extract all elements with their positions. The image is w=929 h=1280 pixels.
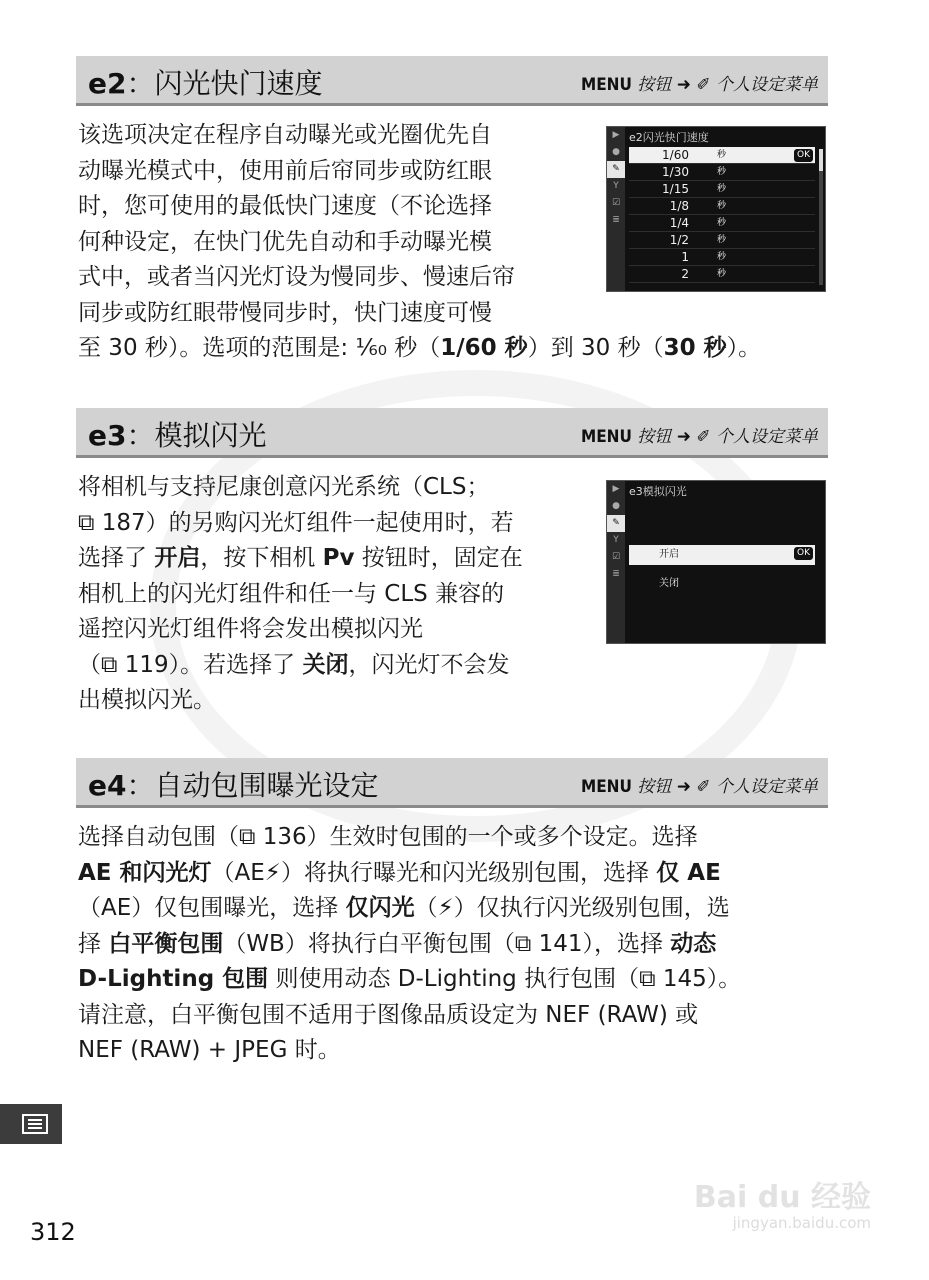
- menu-word: MENU: [580, 427, 632, 447]
- section-header-e2: [76, 56, 828, 106]
- custom-settings-tab: [0, 1104, 62, 1144]
- ok-icon: OK: [794, 149, 813, 162]
- option-off: 关闭: [302, 651, 349, 678]
- option-unit: 秒: [717, 252, 727, 262]
- camera-option: [629, 266, 815, 283]
- option-unit: 秒: [717, 201, 727, 211]
- text-line: NEF (RAW) + JPEG 时。: [78, 1037, 341, 1063]
- text-line: 式中，或者当闪光灯设为慢同步、慢速后帘: [78, 264, 515, 290]
- text-line: 动曝光模式中，使用前后帘同步或防红眼: [78, 157, 492, 184]
- option-value: 1/15: [662, 182, 689, 196]
- text-line: 同步或防红眼带慢同步时，快门速度可慢: [78, 299, 492, 326]
- text-span: 选择了: [78, 545, 155, 571]
- option-default: 1/60 秒: [440, 335, 528, 361]
- text-line: 遥控闪光灯组件将会发出模拟闪光: [78, 616, 423, 642]
- section-title-text: 闪光快门速度: [154, 67, 323, 100]
- section-title: e3：模拟闪光: [88, 419, 267, 452]
- menu-word: MENU: [580, 75, 632, 95]
- option-ae-only: 仅 AE: [656, 859, 721, 886]
- text-line: 何种设定，在快门优先自动和手动曝光模: [78, 228, 492, 255]
- section-code: e2: [88, 67, 127, 100]
- recent-icon: ≣: [612, 215, 620, 225]
- text-span: ，按下相机: [200, 545, 323, 571]
- text-line: [78, 891, 838, 927]
- menu-word: MENU: [580, 777, 632, 797]
- pv-button-name: Pv: [322, 545, 355, 571]
- option-value: 1: [681, 250, 689, 264]
- ok-icon: OK: [794, 547, 813, 560]
- text-line: 将相机与支持尼康创意闪光系统（CLS；: [78, 474, 490, 500]
- text-line: 出模拟闪光。: [78, 687, 216, 713]
- option-wb-bracketing: 白平衡包围: [108, 930, 224, 957]
- text-line: 该选项决定在程序自动曝光或光圈优先自: [78, 122, 492, 148]
- recent-icon: ≣: [612, 569, 620, 579]
- option-max: 30 秒: [663, 335, 727, 361]
- camera-screen-title: e3模拟闪光: [629, 485, 687, 498]
- menu-path: [581, 70, 818, 95]
- option-ae-flash: AE 和闪光灯: [78, 859, 212, 886]
- menu-path: [581, 422, 818, 447]
- camera-option: [629, 181, 815, 198]
- camera-option: [629, 215, 815, 232]
- option-on: 开启: [154, 545, 201, 571]
- camera-option: [629, 198, 815, 215]
- text-span: 至 30 秒）。选项的范围是: ¹⁄₆₀ 秒（: [78, 335, 441, 361]
- option-value: 1/4: [669, 216, 689, 230]
- baidu-watermark-logo: Bai du 经验: [693, 1180, 871, 1215]
- pencil-icon: ✎: [607, 161, 625, 178]
- camera-screen-title: e2闪光快门速度: [629, 131, 709, 144]
- camera-options-list: [629, 545, 815, 609]
- section-e2-last-line: [78, 331, 858, 367]
- text-line: 时，您可使用的最低快门速度（不论选择: [78, 193, 492, 219]
- menu-path-text: 按钮 ➜ ✐ 个人设定菜单: [637, 75, 818, 95]
- text-span: ，闪光灯不会发: [348, 651, 510, 678]
- retouch-icon: ☑: [611, 198, 621, 208]
- section-code: e4: [88, 769, 127, 802]
- menu-path-text: 按钮 ➜ ✐ 个人设定菜单: [637, 777, 818, 797]
- wrench-icon: Y: [613, 181, 619, 191]
- text-span: ）到 30 秒（: [527, 335, 664, 361]
- text-line: ⧉ 187）的另购闪光灯组件一起使用时，若: [78, 509, 514, 536]
- camera-menu-sidebar: [607, 481, 625, 643]
- section-e4-paragraph: [78, 820, 838, 1069]
- section-e3-paragraph: [78, 470, 598, 719]
- section-title-text: 自动包围曝光设定: [154, 769, 379, 802]
- text-span: （AE）仅包围曝光，选择: [78, 895, 346, 921]
- option-value: 1/30: [662, 165, 689, 179]
- page-number: 312: [30, 1218, 76, 1246]
- text-span: （WB）将执行白平衡包围（⧉ 141），选择: [223, 930, 671, 957]
- text-line: [78, 927, 838, 963]
- option-value: 2: [681, 267, 689, 281]
- menu-list-icon: [22, 1114, 48, 1134]
- playback-icon: ▶: [612, 484, 620, 494]
- option-label: 关闭: [659, 578, 679, 589]
- playback-icon: ▶: [612, 130, 620, 140]
- shooting-icon: ●: [612, 147, 620, 157]
- section-title: e4：自动包围曝光设定: [88, 769, 379, 802]
- option-unit: 秒: [717, 218, 727, 228]
- text-line: 相机上的闪光灯组件和任一与 CLS 兼容的: [78, 580, 505, 607]
- baidu-watermark-url: jingyan.baidu.com: [732, 1214, 871, 1232]
- option-adl-prefix: 动态: [670, 930, 717, 957]
- section-e2-paragraph: [78, 118, 598, 331]
- camera-option: [629, 249, 815, 266]
- camera-screen-e2: [606, 126, 826, 292]
- option-unit: 秒: [717, 167, 727, 177]
- text-span: 择: [78, 930, 109, 957]
- camera-screen-e3: [606, 480, 826, 644]
- text-span: （AE⚡）将执行曝光和闪光级别包围，选择: [211, 859, 657, 886]
- option-unit: 秒: [717, 184, 727, 194]
- option-value: 1/8: [669, 199, 689, 213]
- camera-option: [629, 573, 815, 609]
- wrench-icon: Y: [613, 535, 619, 545]
- text-line: [78, 648, 598, 684]
- option-flash-only: 仅闪光: [345, 895, 415, 921]
- option-unit: 秒: [717, 150, 727, 160]
- section-title: e2：闪光快门速度: [88, 67, 323, 100]
- camera-option: [629, 545, 815, 565]
- option-label: 开启: [659, 549, 679, 560]
- retouch-icon: ☑: [611, 552, 621, 562]
- text-line: [78, 962, 838, 998]
- section-header-e3: [76, 408, 828, 458]
- option-unit: 秒: [717, 269, 727, 279]
- option-value: 1/2: [669, 233, 689, 247]
- menu-path: [581, 772, 818, 797]
- text-line: [78, 541, 598, 577]
- text-span: 按钮时，固定在: [354, 545, 523, 571]
- camera-menu-sidebar: [607, 127, 625, 291]
- section-title-text: 模拟闪光: [154, 419, 267, 452]
- camera-option: [629, 147, 815, 164]
- option-value: 1/60: [662, 148, 689, 162]
- option-unit: 秒: [717, 235, 727, 245]
- camera-option: [629, 232, 815, 249]
- scrollbar: [819, 149, 823, 285]
- text-span: ）。: [726, 335, 762, 361]
- section-header-e4: [76, 758, 828, 808]
- section-code: e3: [88, 419, 127, 452]
- pencil-icon: ✎: [607, 515, 625, 532]
- menu-path-text: 按钮 ➜ ✐ 个人设定菜单: [637, 427, 818, 447]
- text-span: （⚡）仅执行闪光级别包围，选: [414, 895, 730, 921]
- shooting-icon: ●: [612, 501, 620, 511]
- text-line: 请注意，白平衡包围不适用于图像品质设定为 NEF (RAW) 或: [78, 1001, 699, 1028]
- camera-options-list: [629, 147, 815, 283]
- text-span: （⧉ 119）。若选择了: [78, 651, 303, 678]
- text-line: [78, 856, 838, 892]
- camera-option: [629, 164, 815, 181]
- option-adl-bracketing: D-Lighting 包围: [78, 966, 269, 992]
- text-span: 则使用动态 D-Lighting 执行包围（⧉ 145）。: [268, 966, 742, 992]
- text-line: 选择自动包围（⧉ 136）生效时包围的一个或多个设定。选择: [78, 824, 698, 850]
